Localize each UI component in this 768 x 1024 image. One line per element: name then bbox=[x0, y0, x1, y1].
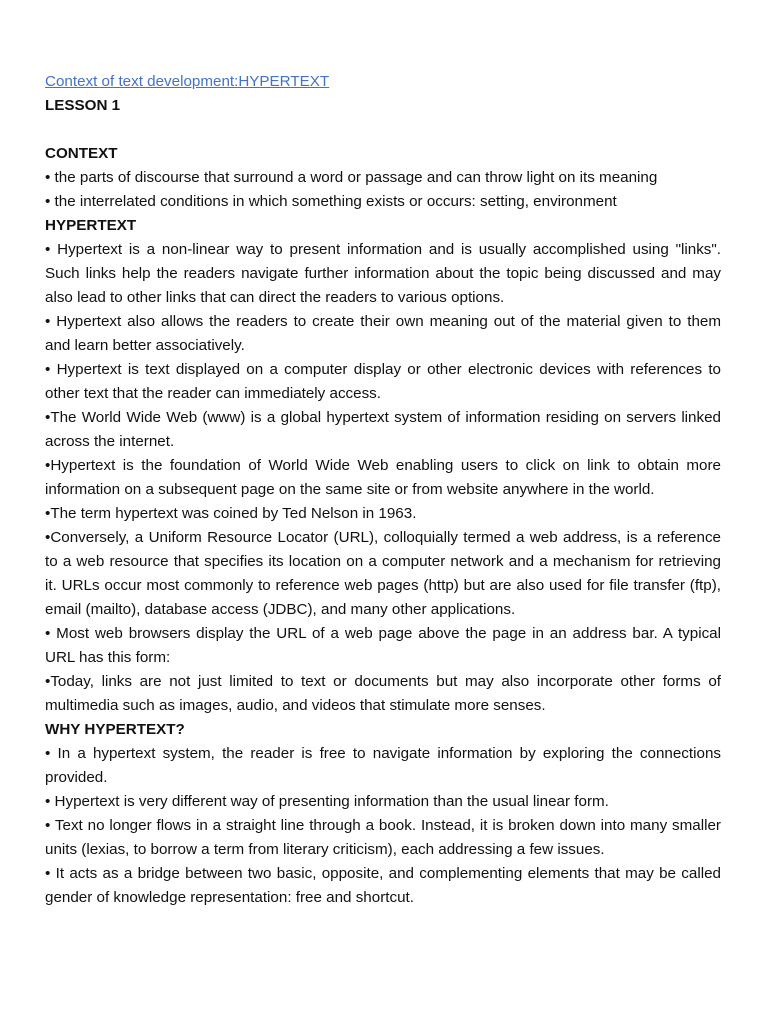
context-bullet: • the parts of discourse that surround a word or passage and can throw light on its meaning bbox=[45, 169, 658, 186]
document-page bbox=[45, 70, 721, 910]
hypertext-bullet: •The World Wide Web (www) is a global hypertext system of information residing on servers linked across the internet. bbox=[45, 409, 721, 450]
why-bullet: • It acts as a bridge between two basic, opposite, and complementing elements that may be called gender of knowledge representation: free and shortcut. bbox=[45, 865, 721, 906]
hypertext-bullet: • Hypertext is a non-linear way to present information and is usually accomplished using "links". Such links help the readers navigate further information about the topic being discussed and may also lead to other links that can direct the readers to various options. bbox=[45, 241, 721, 306]
context-bullet: • the interrelated conditions in which something exists or occurs: setting, environment bbox=[45, 193, 617, 210]
why-bullet: • Hypertext is very different way of presenting information than the usual linear form. bbox=[45, 793, 609, 810]
why-bullet: • Text no longer flows in a straight line through a book. Instead, it is broken down into many smaller units (lexias, to borrow a term from literary criticism), each addressing a few issues. bbox=[45, 817, 721, 858]
hypertext-bullet: •Hypertext is the foundation of World Wide Web enabling users to click on link to obtain more information on a subsequent page on the same site or from website anywhere in the world. bbox=[45, 457, 721, 498]
spacer bbox=[45, 118, 721, 142]
hypertext-bullet: •Today, links are not just limited to text or documents but may also incorporate other forms of multimedia such as images, audio, and videos that stimulate more senses. bbox=[45, 673, 721, 714]
why-bullet: • In a hypertext system, the reader is free to navigate information by exploring the connections provided. bbox=[45, 745, 721, 786]
hypertext-bullet: •The term hypertext was coined by Ted Nelson in 1963. bbox=[45, 505, 417, 522]
hypertext-bullet: • Hypertext is text displayed on a computer display or other electronic devices with references to other text that the reader can immediately access. bbox=[45, 361, 721, 402]
context-heading: CONTEXT bbox=[45, 145, 118, 162]
why-hypertext-heading: WHY HYPERTEXT? bbox=[45, 721, 185, 738]
document-title-link[interactable]: Context of text development:HYPERTEXT bbox=[45, 73, 330, 90]
lesson-label: LESSON 1 bbox=[45, 97, 121, 114]
hypertext-bullet: • Most web browsers display the URL of a web page above the page in an address bar. A typical URL has this form: bbox=[45, 625, 721, 666]
hypertext-bullet: •Conversely, a Uniform Resource Locator (URL), colloquially termed a web address, is a reference to a web resource that specifies its location on a computer network and a mechanism for retrieving it. URLs occur most commonly to reference web pages (http) but are also used for file transfer (ftp), email (mailto), database access (JDBC), and many other applications. bbox=[45, 529, 721, 618]
hypertext-bullet: • Hypertext also allows the readers to create their own meaning out of the material given to them and learn better associatively. bbox=[45, 313, 721, 354]
hypertext-heading: HYPERTEXT bbox=[45, 217, 137, 234]
